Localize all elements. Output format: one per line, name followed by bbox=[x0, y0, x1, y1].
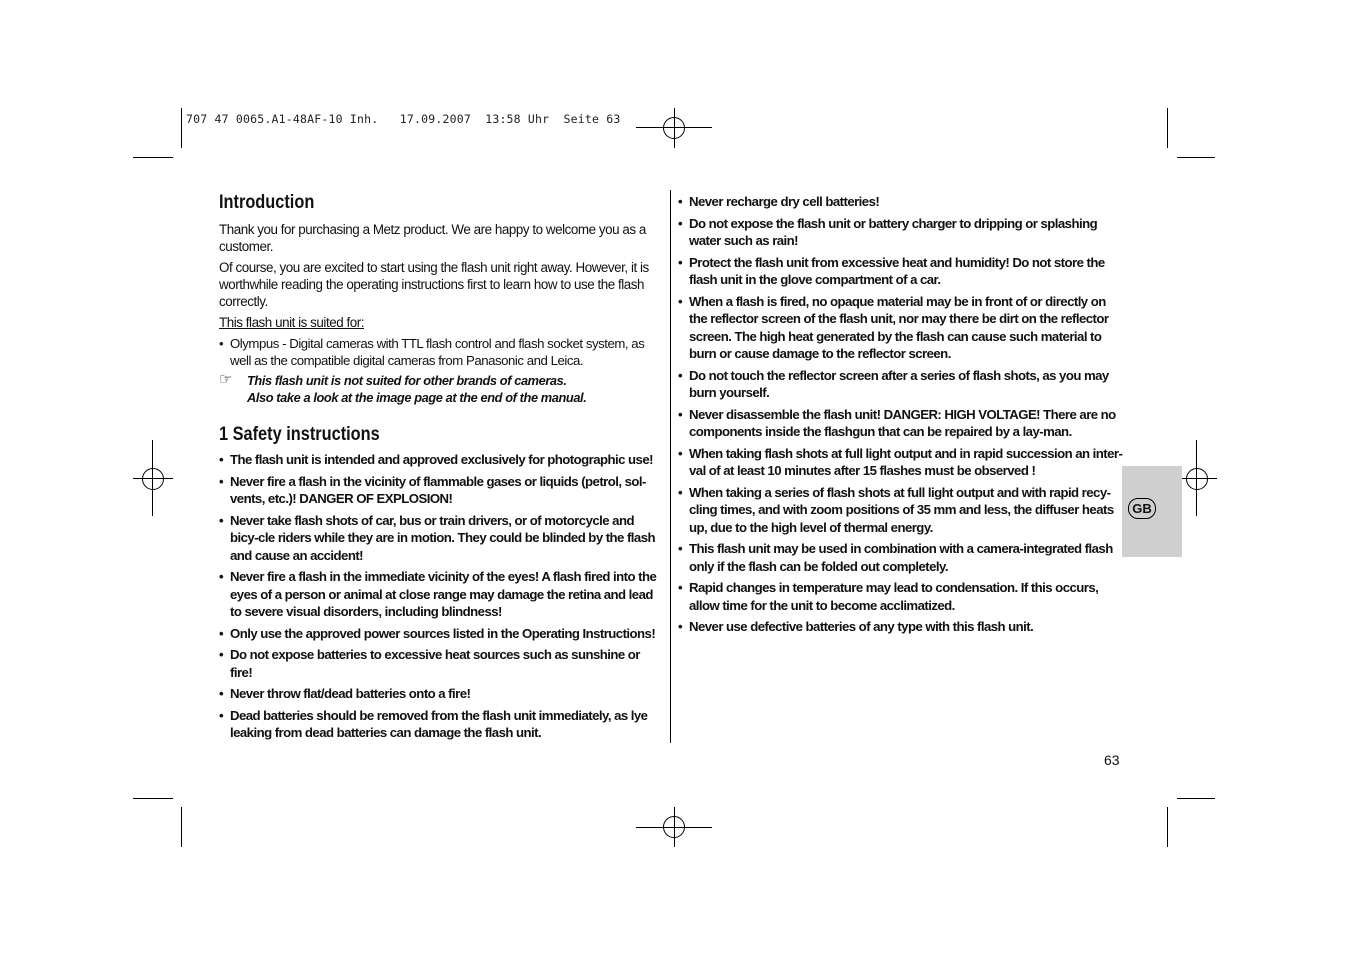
safety-list-left bbox=[219, 451, 661, 742]
suited-for-label: This flash unit is suited for: bbox=[219, 315, 365, 330]
list-item: • When a flash is fired, no opaque material may be in front of or directly on the reflector screen of the flash unit, nor may there be dirt on the reflector screen. The high heat generated by the flash can cause such material to burn or cause damage to the reflector screen. bbox=[678, 293, 1124, 363]
list-item: • Protect the flash unit from excessive heat and humidity! Do not store the flash unit in the glove compartment of a car. bbox=[678, 254, 1124, 289]
list-item: • Never use defective batteries of any type with this flash unit. bbox=[678, 618, 1124, 636]
list-item: • Dead batteries should be removed from the flash unit immediately, as lye leaking from dead batteries can damage the flash unit. bbox=[219, 707, 661, 742]
list-item: • Do not expose batteries to excessive heat sources such as sunshine or fire! bbox=[219, 646, 661, 681]
note-block bbox=[219, 373, 661, 406]
suited-for-item: • Olympus - Digital cameras with TTL flash control and flash socket system, as well as the compatible digital cameras from Panasonic and Leica. bbox=[219, 335, 661, 369]
list-item: • Never recharge dry cell batteries! bbox=[678, 193, 1124, 211]
language-badge: GB bbox=[1128, 498, 1156, 519]
column-divider bbox=[670, 190, 671, 743]
list-item: • When taking flash shots at full light output and in rapid succession an inter-val of at least 10 minutes after 15 flashes must be observed ! bbox=[678, 445, 1124, 480]
list-item: • Rapid changes in temperature may lead to condensation. If this occurs, allow time for the unit to become acclimatized. bbox=[678, 579, 1124, 614]
list-item: • Never take flash shots of car, bus or train drivers, or of motorcycle and bicy-cle riders while they are in motion. They could be blinded by the flash and cause an accident! bbox=[219, 512, 661, 565]
left-column bbox=[219, 192, 661, 742]
list-item: • Only use the approved power sources listed in the Operating Instructions! bbox=[219, 625, 661, 643]
note-line-1: This flash unit is not suited for other brands of cameras. bbox=[247, 373, 567, 388]
intro-paragraph-1: Thank you for purchasing a Metz product. We are happy to welcome you as a customer. bbox=[219, 222, 646, 254]
list-item: • Do not expose the flash unit or battery charger to dripping or splashing water such as rain! bbox=[678, 215, 1124, 250]
intro-paragraph-2: Of course, you are excited to start using the flash unit right away. However, it is worthwhile reading the operating instructions first to learn how to use the flash correctly. bbox=[219, 260, 649, 309]
list-item: • Never disassemble the flash unit! DANGER: HIGH VOLTAGE! There are no components inside the flashgun that can be repaired by a lay-man. bbox=[678, 406, 1124, 441]
list-item: • This flash unit may be used in combination with a camera-integrated flash only if the flash can be folded out completely. bbox=[678, 540, 1124, 575]
list-item: • Do not touch the reflector screen after a series of flash shots, as you may burn yourself. bbox=[678, 367, 1124, 402]
list-item: • Never fire a flash in the immediate vicinity of the eyes! A flash fired into the eyes of a person or animal at close range may damage the retina and lead to severe visual disorders, including blindness! bbox=[219, 568, 661, 621]
introduction-heading: Introduction bbox=[219, 192, 315, 213]
note-line-2: Also take a look at the image page at the end of the manual. bbox=[247, 389, 587, 405]
page-number: 63 bbox=[1104, 752, 1120, 768]
list-item: • The flash unit is intended and approved exclusively for photographic use! bbox=[219, 451, 661, 469]
list-item: • Never fire a flash in the vicinity of flammable gases or liquids (petrol, sol-vents, etc.)! DANGER OF EXPLOSION! bbox=[219, 473, 661, 508]
print-slug: 707 47 0065.A1-48AF-10 Inh. 17.09.2007 13:58 Uhr Seite 63 bbox=[186, 112, 621, 126]
pointing-hand-icon: ☞ bbox=[219, 371, 233, 388]
right-column bbox=[678, 193, 1124, 636]
safety-heading: 1 Safety instructions bbox=[219, 424, 380, 445]
list-item: • Never throw flat/dead batteries onto a fire! bbox=[219, 685, 661, 703]
list-item: • When taking a series of flash shots at full light output and with rapid recy-cling times, and with zoom positions of 35 mm and less, the diffuser heats up, due to the high level of thermal energy. bbox=[678, 484, 1124, 537]
